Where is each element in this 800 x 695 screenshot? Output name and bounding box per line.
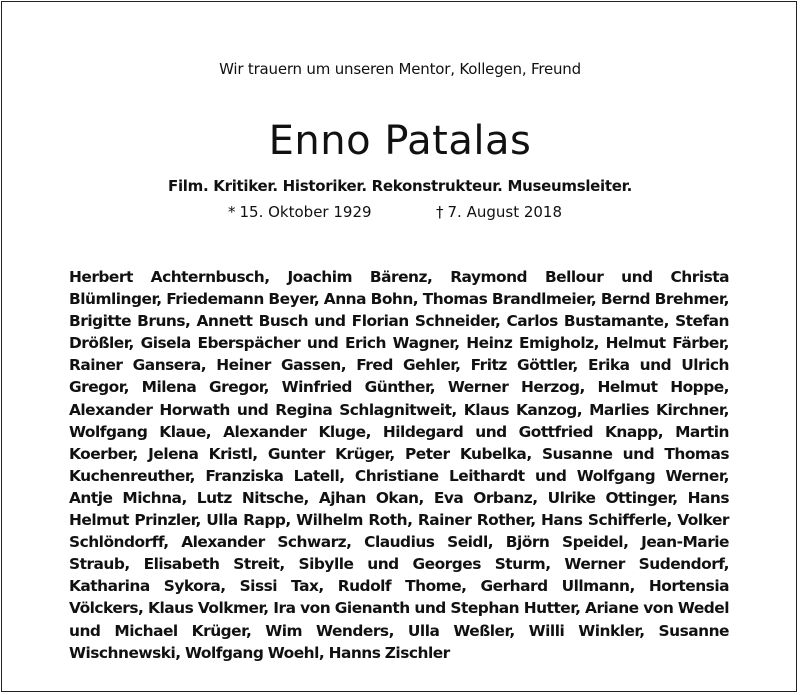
mourners-list: Herbert Achternbusch, Joachim Bärenz, Raymond Bellour und Christa Blümlinger, Friedemann Beyer, Anna Bohn, Thomas Brandlmeier, Bernd Brehmer, Brigitte Bruns, Annett Busch und Florian Schneider, Carlos Bustamante, Stefan Drößler, Gisela Eberspächer und Erich Wagner, Heinz Emigholz, Helmut Färber, Rainer Gansera, Heiner Gassen, Fred Gehler, Fritz Göttler, Erika und Ulrich Gregor, Milena Gregor, Winfried Günther, Werner Herzog, Helmut Hoppe, Alexander Horwath und Regina Schlagnitweit, Klaus Kanzog, Marlies Kirchner, Wolfgang Klaue, Alexander Kluge, Hildegard und Gottfried Knapp, Martin Koerber, Jelena Kristl, Gunter Krüger, Peter Kubelka, Susanne und Thomas Kuchenreuther, Franziska Latell, Christiane Leithardt und Wolfgang Werner, Antje Michna, Lutz Nitsche, Ajhan Okan, Eva Orbanz, Ulrike Ottinger, Hans Helmut Prinzler, Ulla Rapp, Wilhelm Roth, Rainer Rother, Hans Schifferle, Volker Schlöndorff, Alexander Schwarz, Claudius Seidl, Björn Speidel, Jean-Marie Straub, Elisabeth Streit, Sibylle und Georges Sturm, Werner Sudendorf, Katharina Sykora, Sissi Tax, Rudolf Thome, Gerhard Ullmann, Hortensia Völckers, Klaus Volkmer, Ira von Gienanth und Stephan Hutter, Ariane von Wedel und Michael Krüger, Wim Wenders, Ulla Weßler, Willi Winkler, Susanne Wischnewski, Wolfgang Woehl, Hanns Zischler: [69, 268, 729, 662]
deceased-name: Enno Patalas: [268, 118, 532, 164]
roles-line: Film. Kritiker. Historiker. Rekonstrukteur. Museumsleiter.: [168, 177, 632, 195]
dates-row: [0, 203, 800, 225]
birth-symbol: *: [228, 203, 236, 221]
birth-date: [228, 203, 372, 221]
death-symbol: †: [436, 203, 444, 221]
death-date: [436, 203, 562, 221]
intro-line: Wir trauern um unseren Mentor, Kollegen, Freund: [219, 60, 581, 78]
death-date-text: 7. August 2018: [447, 203, 563, 221]
birth-date-text: 15. Oktober 1929: [239, 203, 372, 221]
